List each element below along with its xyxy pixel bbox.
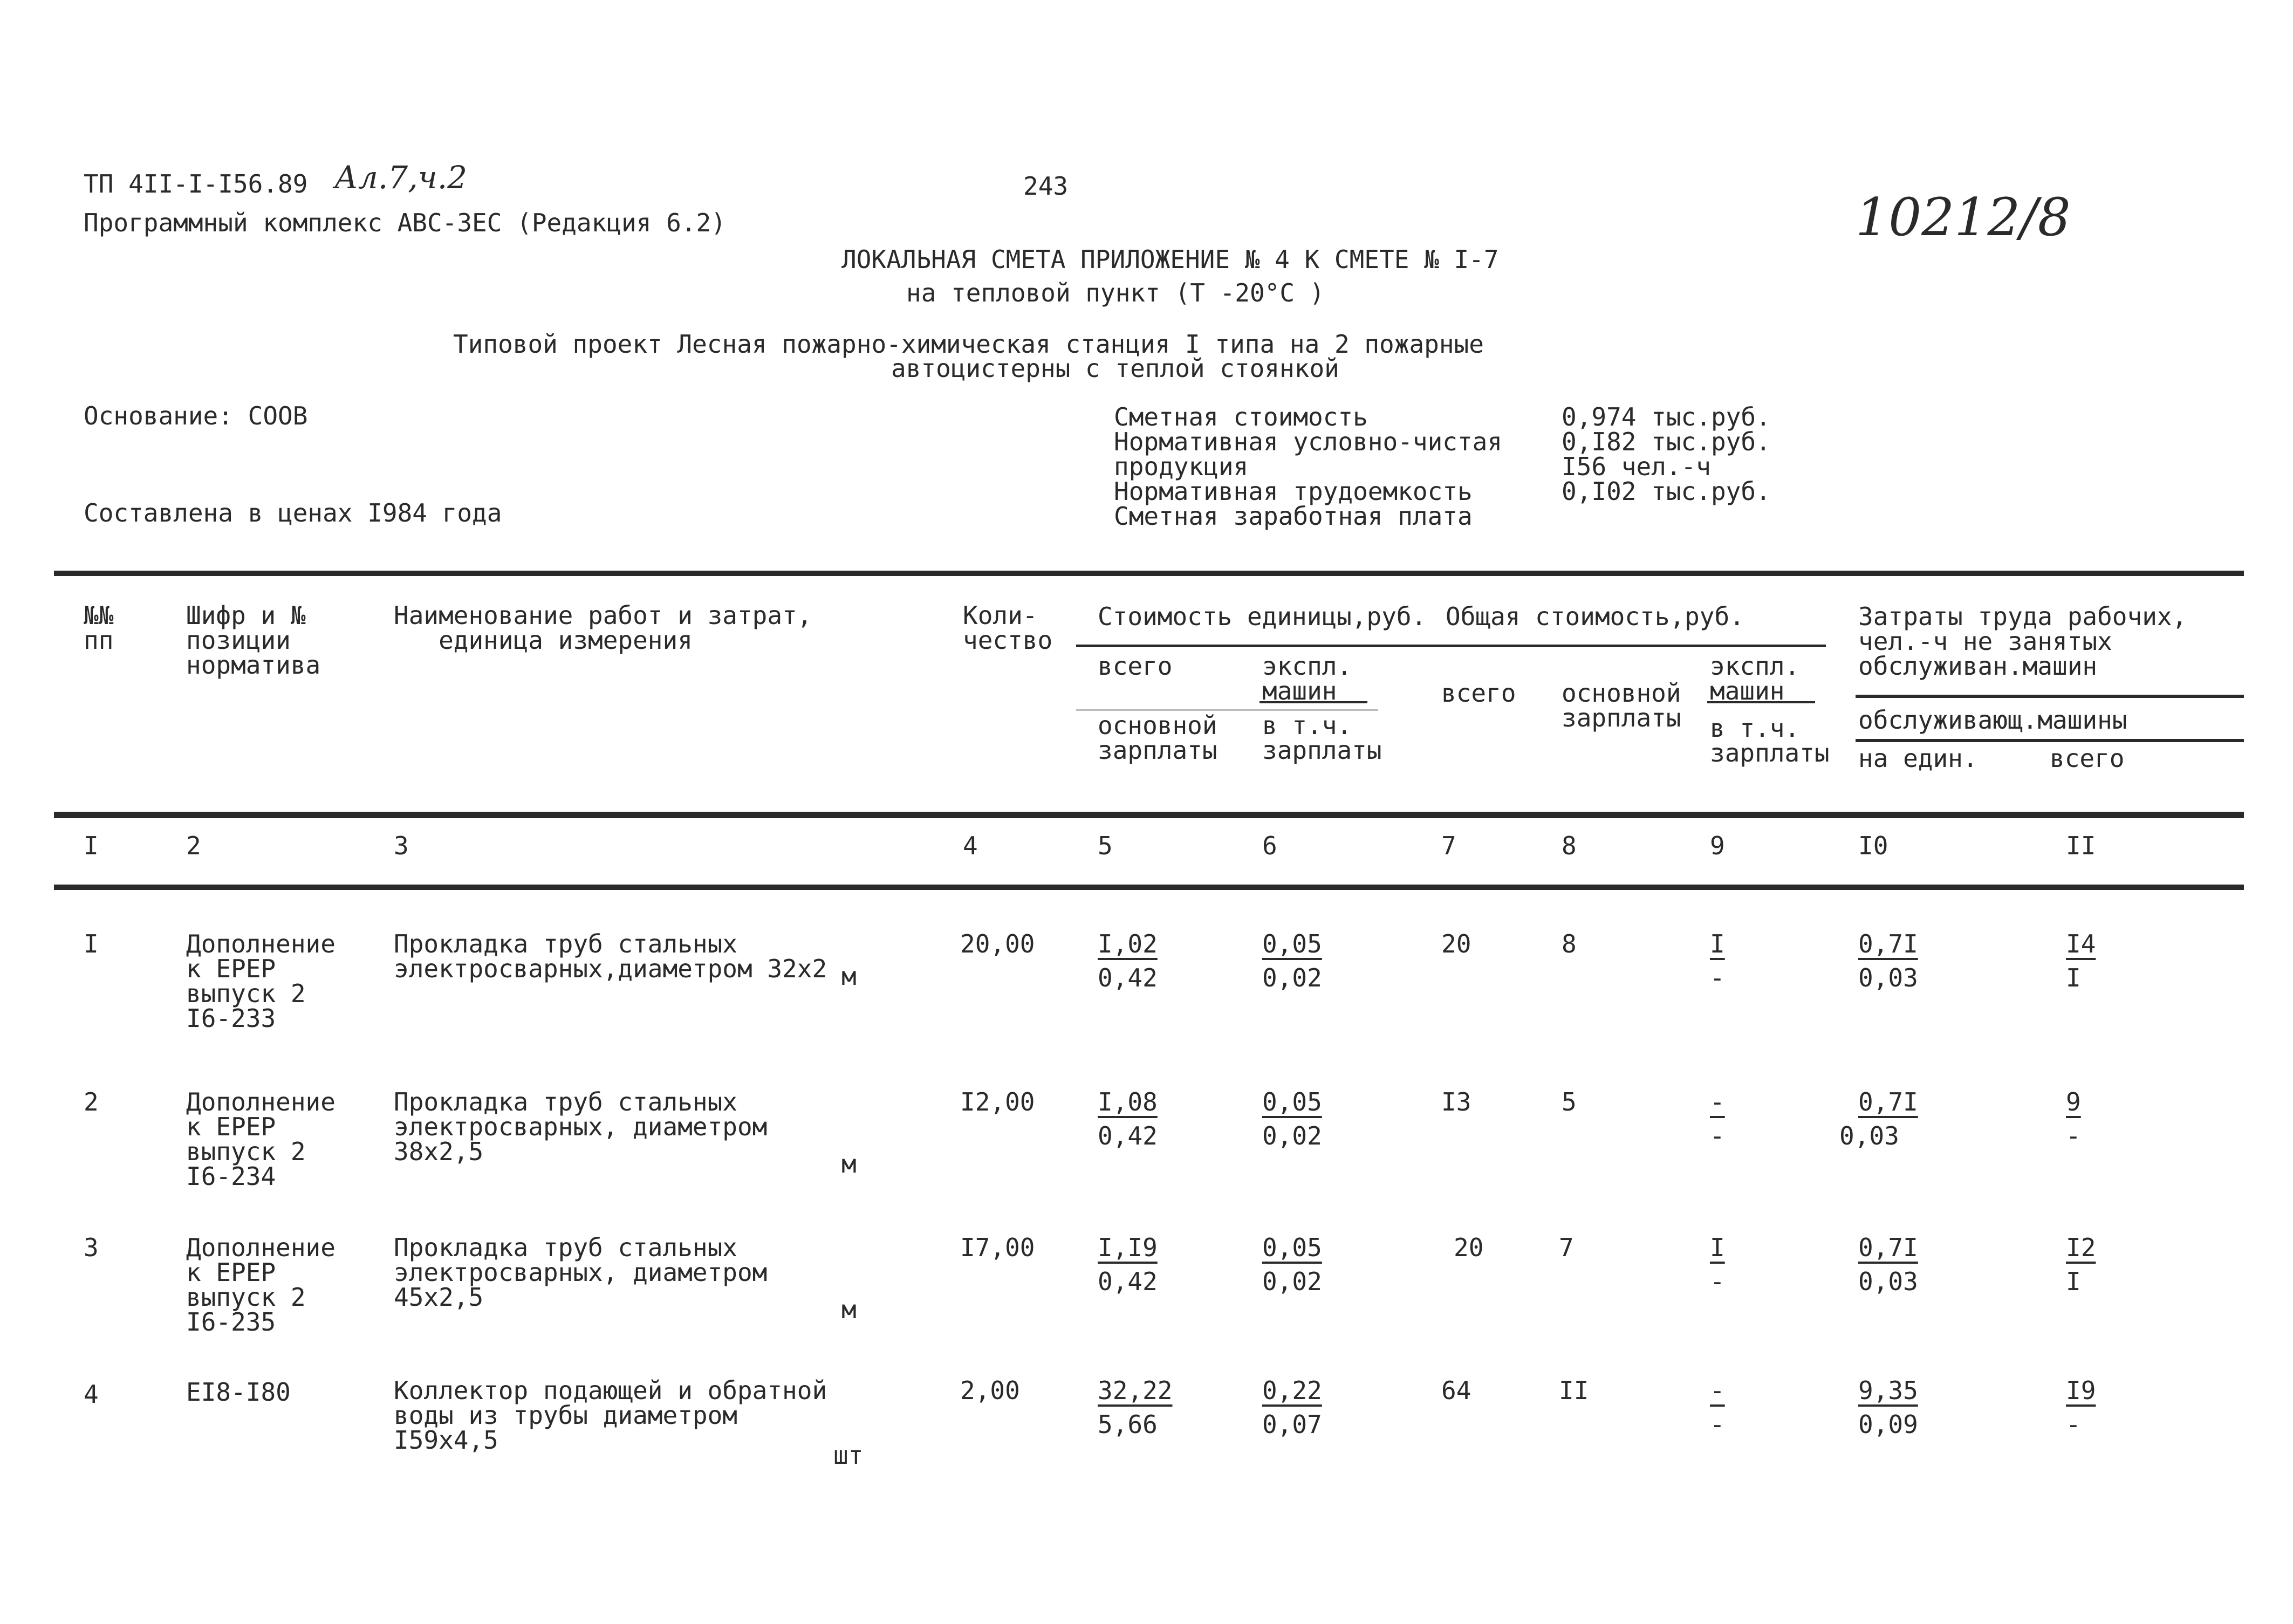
row-total-mach: - <box>1710 1376 1725 1405</box>
row-labor-total: I9 <box>2066 1376 2096 1405</box>
header-per-unit: на един. <box>1858 744 1978 773</box>
row-num: 3 <box>84 1233 99 1262</box>
row-unit-cost-mach: 0,05 <box>1262 929 1322 958</box>
row-labor-per-unit: 0,7I <box>1858 1233 1918 1262</box>
header-unit-base-pay: основной зарплаты <box>1098 711 1217 765</box>
row-unit-cost-base-pay: 0,42 <box>1098 1267 1158 1296</box>
column-number: 8 <box>1562 831 1577 860</box>
prices-label: Составлена в ценах I984 года <box>84 498 502 527</box>
row-unit-cost-total: 32,22 <box>1098 1376 1173 1405</box>
row-name: Прокладка труб стальных электросварных, диаметром 38х2,5 <box>394 1087 768 1166</box>
row-serving-per-unit: 0,09 <box>1858 1410 1918 1439</box>
row-unit-cost-mach: 0,05 <box>1262 1233 1322 1262</box>
summary-value: 0,I02 тыс.руб. <box>1562 477 1771 506</box>
row-code: Дополнение к ЕРЕР выпуск 2 I6-234 <box>186 1087 336 1191</box>
row-quantity: 20,00 <box>960 929 1035 958</box>
summary-value: I56 чел.-ч <box>1562 452 1711 481</box>
document-code: ТП 4II-I-I56.89 <box>84 169 308 198</box>
summary-label: Нормативная трудоемкость <box>1114 477 1473 506</box>
summary-label: Сметная заработная плата <box>1114 502 1473 531</box>
header-quantity: Коли- чество <box>963 601 1053 655</box>
row-unit-cost-base-pay: 0,42 <box>1098 963 1158 992</box>
row-name: Прокладка труб стальных электросварных, диаметром 45х2,5 <box>394 1233 768 1312</box>
column-number: II <box>2066 831 2096 860</box>
column-number: 5 <box>1098 831 1113 860</box>
header-num-text: №№ пп <box>84 601 114 655</box>
row-total-base-pay: 7 <box>1559 1233 1574 1262</box>
column-number: I0 <box>1858 831 1888 860</box>
row-labor-per-unit: 0,7I <box>1858 1087 1918 1116</box>
column-number: 3 <box>394 831 409 860</box>
header-total-base: основной зарплаты <box>1562 679 1681 732</box>
row-labor-total: I2 <box>2066 1233 2096 1262</box>
row-total-mach: I <box>1710 1233 1725 1262</box>
project-line-1: Типовой проект Лесная пожарно-химическая станция I типа на 2 пожарные <box>453 330 1484 359</box>
page-number: 243 <box>1023 172 1069 201</box>
row-unit-cost-base-pay: 0,42 <box>1098 1121 1158 1150</box>
row-total-mach: - <box>1710 1087 1725 1116</box>
row-num: 2 <box>84 1087 99 1116</box>
estimate-title: ЛОКАЛЬНАЯ СМЕТА ПРИЛОЖЕНИЕ № 4 К СМЕТЕ № I-7 <box>841 245 1499 274</box>
column-number: 4 <box>963 831 978 860</box>
header-total-cost: Общая стоимость,руб. <box>1446 602 1744 631</box>
row-unit: м <box>841 1295 857 1324</box>
handwritten-number: 10212/8 <box>1856 187 2071 248</box>
row-code: Дополнение к ЕРЕР выпуск 2 I6-235 <box>186 1233 336 1337</box>
row-name: Прокладка труб стальных электросварных,диаметром 32х2 <box>394 929 827 983</box>
row-unit-cost-mach-pay: 0,07 <box>1262 1410 1322 1439</box>
project-line-2: автоцистерны с теплой стоянкой <box>891 354 1339 383</box>
column-numbers-rule <box>54 885 2244 890</box>
row-labor-total: I4 <box>2066 929 2096 958</box>
row-num: I <box>84 929 99 958</box>
row-total-mach-pay: - <box>1710 1121 1725 1150</box>
header-name: Наименование работ и затрат, единица измерения <box>394 601 812 655</box>
header-total-mach: экспл. машин <box>1710 652 1800 705</box>
header-total-all: всего <box>1441 679 1516 708</box>
row-labor-total: 9 <box>2066 1087 2081 1116</box>
column-number: 2 <box>186 831 201 860</box>
row-serving-per-unit: 0,03 <box>1839 1121 1899 1150</box>
table-top-rule <box>54 571 2244 576</box>
column-number: 6 <box>1262 831 1277 860</box>
header-code: Шифр и № позиции норматива <box>186 601 321 680</box>
row-serving-total: I <box>2066 1267 2081 1296</box>
row-total-cost: 64 <box>1441 1376 1471 1405</box>
cost-header-rule <box>1076 645 1826 647</box>
column-number: 7 <box>1441 831 1456 860</box>
row-unit-cost-mach-pay: 0,02 <box>1262 1121 1322 1150</box>
summary-label: Сметная стоимость <box>1114 402 1368 431</box>
row-total-cost: 20 <box>1454 1233 1484 1262</box>
row-quantity: I2,00 <box>960 1087 1035 1116</box>
basis-label: Основание: СООВ <box>84 401 308 430</box>
summary-label: Нормативная условно-чистая <box>1114 427 1503 456</box>
row-quantity: 2,00 <box>960 1376 1020 1405</box>
row-code: ЕI8-I80 <box>186 1378 291 1407</box>
row-unit-cost-mach-pay: 0,02 <box>1262 1267 1322 1296</box>
header-unit-all: всего <box>1098 652 1173 681</box>
row-unit: м <box>841 1149 857 1178</box>
row-serving-per-unit: 0,03 <box>1858 1267 1918 1296</box>
header-unit-incl-pay: в т.ч. зарплаты <box>1262 711 1382 765</box>
row-total-base-pay: II <box>1559 1376 1589 1405</box>
header-unit-cost: Стоимость единицы,руб. <box>1098 602 1427 631</box>
row-quantity: I7,00 <box>960 1233 1035 1262</box>
summary-label: продукция <box>1114 452 1249 481</box>
header-bottom-rule <box>54 812 2244 818</box>
row-unit-cost-mach-pay: 0,02 <box>1262 963 1322 992</box>
row-num: 4 <box>84 1380 99 1409</box>
header-num <box>84 603 113 653</box>
header-total-incl: в т.ч. зарплаты <box>1710 714 1830 768</box>
row-total-mach: I <box>1710 929 1725 958</box>
serving-header-rule <box>1856 739 2244 742</box>
row-labor-per-unit: 0,7I <box>1858 929 1918 958</box>
summary-values <box>1562 402 1771 506</box>
column-number: 9 <box>1710 831 1725 860</box>
row-unit-cost-total: I,08 <box>1098 1087 1158 1116</box>
column-number: I <box>84 831 99 860</box>
row-labor-per-unit: 9,35 <box>1858 1376 1918 1405</box>
row-unit-cost-mach: 0,05 <box>1262 1087 1322 1116</box>
row-unit: шт <box>833 1441 864 1470</box>
row-total-mach-pay: - <box>1710 1410 1725 1439</box>
row-total-mach-pay: - <box>1710 963 1725 992</box>
header-labor: Затраты труда рабочих, чел.-ч не занятых обслуживан.машин <box>1858 602 2187 681</box>
row-unit: м <box>841 962 857 991</box>
row-serving-total: - <box>2066 1410 2081 1439</box>
row-unit-cost-total: I,I9 <box>1098 1233 1158 1262</box>
summary-value: 0,I82 тыс.руб. <box>1562 427 1771 456</box>
row-serving-per-unit: 0,03 <box>1858 963 1918 992</box>
row-total-base-pay: 5 <box>1562 1087 1577 1116</box>
row-unit-cost-base-pay: 5,66 <box>1098 1410 1158 1439</box>
summary-value: 0,974 тыс.руб. <box>1562 402 1771 431</box>
row-code: Дополнение к ЕРЕР выпуск 2 I6-233 <box>186 929 336 1033</box>
labor-header-rule <box>1856 695 2244 698</box>
row-total-mach-pay: - <box>1710 1267 1725 1296</box>
header-serving: обслуживающ.машины <box>1858 705 2127 735</box>
row-name: Коллектор подающей и обратной воды из трубы диаметром I59х4,5 <box>394 1376 827 1455</box>
header-labor-total: всего <box>2050 744 2125 773</box>
row-total-cost: 20 <box>1441 929 1471 958</box>
estimate-subtitle: на тепловой пункт (Т -20°С ) <box>906 278 1325 307</box>
row-total-cost: I3 <box>1441 1087 1471 1116</box>
row-serving-total: - <box>2066 1121 2081 1150</box>
software-line: Программный комплекс АВС-3ЕС (Редакция 6.2) <box>84 208 726 237</box>
row-serving-total: I <box>2066 963 2081 992</box>
row-total-base-pay: 8 <box>1562 929 1577 958</box>
summary-labels <box>1114 402 1503 531</box>
handwritten-note: Ал.7,ч.2 <box>334 159 468 196</box>
header-unit-mach: экспл. машин <box>1262 652 1352 705</box>
row-unit-cost-total: I,02 <box>1098 929 1158 958</box>
row-unit-cost-mach: 0,22 <box>1262 1376 1322 1405</box>
